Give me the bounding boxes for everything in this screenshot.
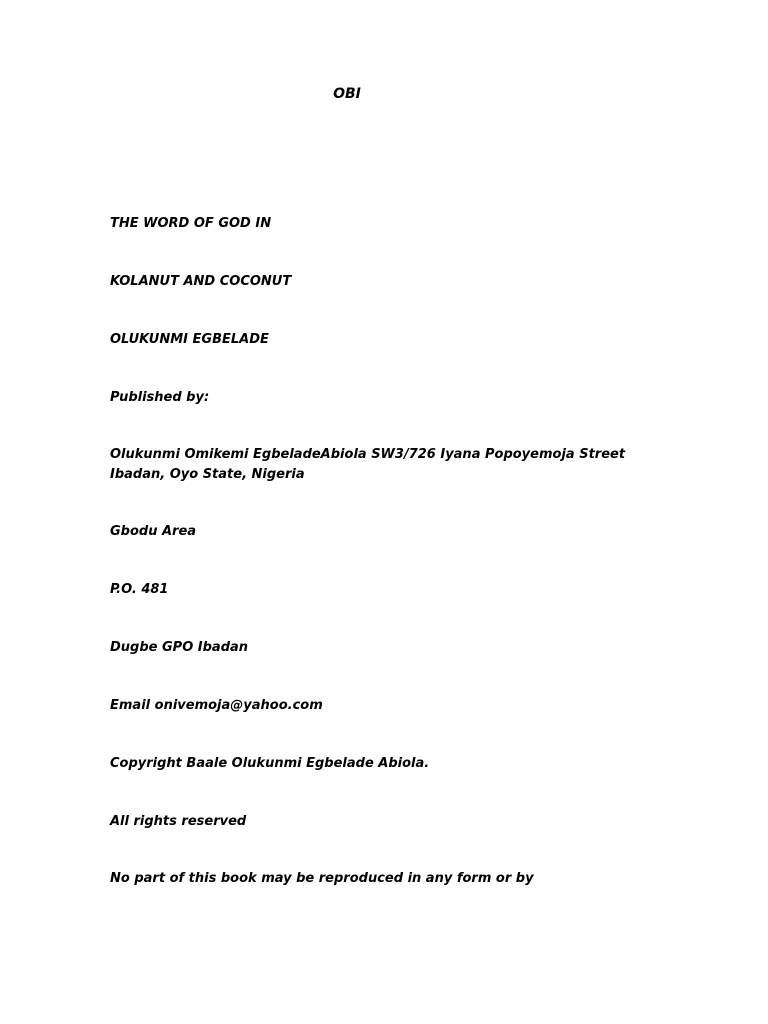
copyright-line: Copyright Baale Olukunmi Egbelade Abiola. xyxy=(110,756,430,771)
gpo-line: Dugbe GPO Ibadan xyxy=(110,640,249,655)
email-line: Email onivemoja@yahoo.com xyxy=(110,698,323,713)
publisher-address: Olukunmi Omikemi EgbeladeAbiola SW3/726 Iyana Popoyemoja Street Ibadan, Oyo State, Nigeria xyxy=(110,447,626,482)
document-title: OBI xyxy=(333,86,361,102)
published-by-label: Published by: xyxy=(110,390,210,405)
author-name: OLUKUNMI EGBELADE xyxy=(110,332,269,347)
po-box-line: P.O. 481 xyxy=(110,582,169,597)
book-title-line-2: KOLANUT AND COCONUT xyxy=(110,274,292,289)
reproduction-notice: No part of this book may be reproduced in any form or by xyxy=(110,871,534,886)
book-title-line-1: THE WORD OF GOD IN xyxy=(110,216,272,231)
area-line: Gbodu Area xyxy=(110,524,197,539)
rights-line: All rights reserved xyxy=(110,814,247,829)
